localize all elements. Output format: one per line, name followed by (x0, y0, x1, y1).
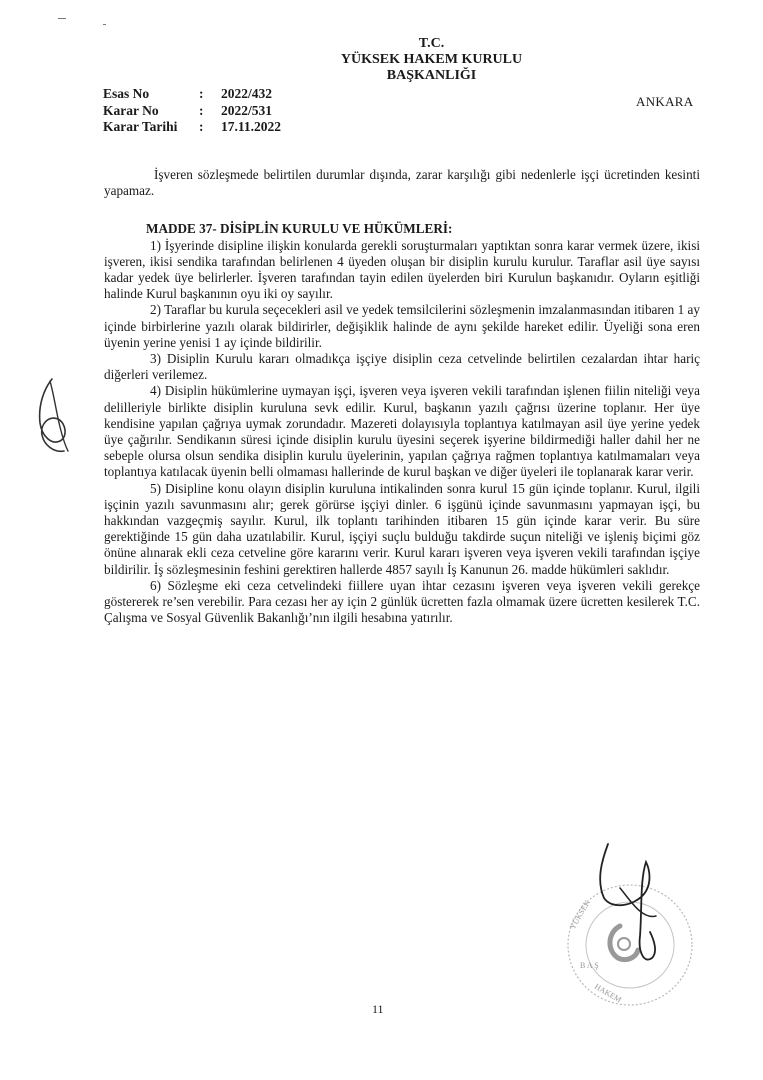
page-number: 11 (372, 1002, 384, 1016)
article-clause-4: 4) Disiplin hükümlerine uymayan işçi, işveren veya işveren vekili tarafından işlenen fiilin niteliği veya delilleriyle birlikte disiplin kuruluna sevk edilir. Kurul, başkanın yazılı çağrısı üzerine toplanır. Her üye kendisine yapılan çağrıya uymak zorundadır. Mazereti dolayısıyla toplantıya katılmayan asil üye yerine yedek üye çağırılır. Sendikanın süresi içinde disiplin kurulu üyesini seçerek işyerine bildirmediği haller dahil her ne sebeple olursa olsun sendika disiplin kurulu üyelerinin, yapılan çağrıya rağmen toplantıya katılmamaları veya toplantıya katılacak üyenin belli olmaması hallerinde de kurul başkan ve diğer üyeleri ile toplanarak karar verir. (104, 383, 700, 480)
svg-text:YÜKSEK: YÜKSEK (567, 898, 592, 931)
scan-mark (103, 24, 106, 25)
separator: : (199, 86, 204, 101)
document-body (104, 167, 700, 626)
header-line-tc: T.C. (418, 36, 445, 51)
article-clause-5: 5) Disipline konu olayın disiplin kuruluna intikalinden sonra kurul 15 gün içinde toplanır. Kurul, ilgili işçinin yazılı savunmasını alır; gerek görürse işçiyi dinler. 6 işgünü içinde savunmasını yapmayan işçi, bu hakkından vazgeçmiş sayılır. Kurul, ilk toplantı tarihinden itibaren 15 gün içinde karar verir. Bu süre gerektiğinde 15 gün daha uzatılabilir. Kurul, işçiyi suçlu bulduğu takdirde suçun niteliği ve işleniş biçimi göz önüne alınarak ekli ceza cetveline göre kararını verir. Kurul kararı işveren veya işveren vekili tarafından işçiye bildirilir. İş sözleşmesinin feshini gerektiren hallerde 4857 sayılı İş Kanunun 26. madde hükümleri saklıdır. (104, 480, 700, 577)
tarih-value: 17.11.2022 (221, 119, 282, 134)
karar-label: Karar No (103, 102, 159, 118)
official-seal-stamp (560, 840, 710, 1010)
city-label: ANKARA (636, 94, 694, 109)
article-clause-1: 1) İşyerinde disipline ilişkin konularda gerekli soruşturmaları yaptıktan sonra karar vermek üzere, ikisi işveren, ikisi sendika tarafından belirlenen 4 üyeden oluşan bir disiplin kurulu kurulur. Taraflar asil üye sayısı kadar yedek üye belirlerler. İşveren tarafından tayin edilen üyelerden biri Kurulun başkanıdır. Oyların eşitliği halinde Kurul başkanının oyu iki oy sayılır. (104, 237, 700, 302)
svg-text:HAKEM: HAKEM (593, 981, 623, 1005)
article-clause-6: 6) Sözleşme eki ceza cetvelindeki fiillere uyan ihtar cezasını işveren veya işveren vekili gerekçe göstererek re’sen verebilir. Para cezası her ay için 2 günlük ücretten fazla olmamak üzere ücretten kesilerek T.C. Çalışma ve Sosyal Güvenlik Bakanlığı’nın ilgili hesabına yatırılır. (104, 577, 700, 626)
document-header (0, 36, 763, 84)
svg-text:B A Ş: B A Ş (580, 961, 599, 970)
karar-row (103, 103, 281, 120)
separator: : (199, 119, 204, 134)
article-title: MADDE 37- DİSİPLİN KURULU VE HÜKÜMLERİ: (146, 221, 453, 237)
handwritten-signature (30, 375, 74, 457)
header-line-institution: YÜKSEK HAKEM KURULU (340, 52, 523, 67)
tarih-row (103, 119, 281, 136)
intro-paragraph: İşveren sözleşmede belirtilen durumlar dışında, zarar karşılığı gibi nedenlerle işçi ücretinden kesinti yapamaz. (104, 167, 700, 199)
header-line-presidency: BAŞKANLIĞI (386, 68, 477, 83)
separator: : (199, 102, 204, 118)
esas-value: 2022/432 (221, 86, 273, 101)
tarih-label: Karar Tarihi (103, 119, 178, 134)
karar-value: 2022/531 (221, 102, 273, 118)
article-clause-2: 2) Taraflar bu kurula seçecekleri asil ve yedek temsilcilerini sözleşmenin imzalanmasından itibaren 1 ay içinde birbirlerine yazılı olarak bildirirler, değişiklik halinde de aynı şekilde hareket edilir. Üyeliği sona eren üyenin yerine yenisi 1 ay içinde bildirilir. (104, 302, 700, 350)
esas-row (103, 86, 281, 103)
case-metadata (103, 86, 281, 136)
article-clause-3: 3) Disiplin Kurulu kararı olmadıkça işçiye disiplin ceza cetvelinde belirtilen cezalardan ihtar hariç diğerleri verilemez. (104, 351, 700, 383)
scan-mark (58, 18, 66, 19)
esas-label: Esas No (103, 86, 150, 101)
